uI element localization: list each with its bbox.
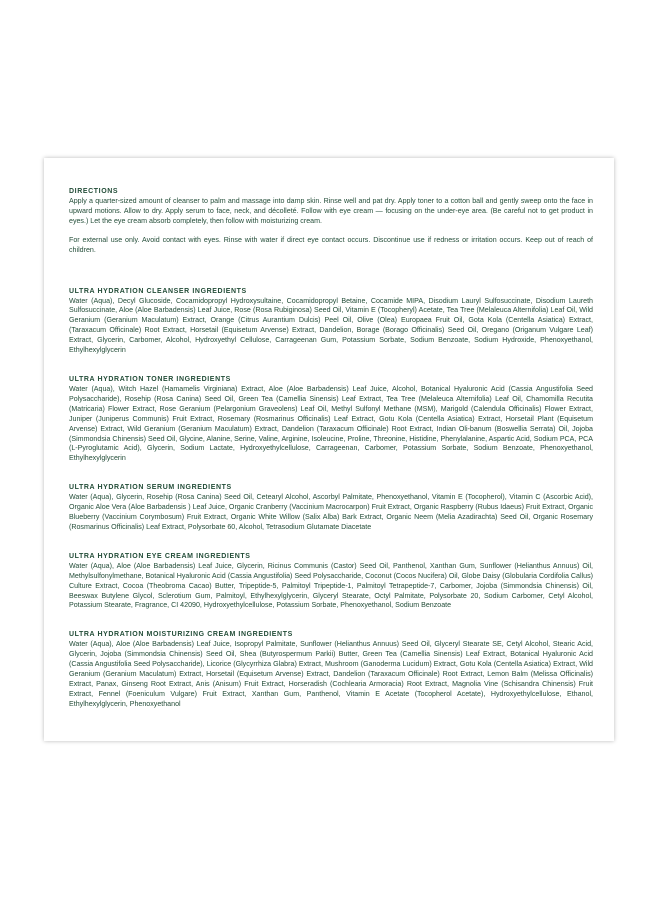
serum-ingredients-section <box>69 482 593 533</box>
toner-heading: ULTRA HYDRATION TONER INGREDIENTS <box>69 375 231 383</box>
warning-text: For external use only. Avoid contact with eyes. Rinse with water if direct eye contact occurs. Discontinue use if redness or irritation occurs. Keep out of reach of children. <box>69 235 593 254</box>
moisturizing-cream-heading: ULTRA HYDRATION MOISTURIZING CREAM INGREDIENTS <box>69 631 293 639</box>
serum-heading: ULTRA HYDRATION SERUM INGREDIENTS <box>69 484 232 492</box>
eye-cream-ingredients-section <box>69 551 593 612</box>
moisturizing-cream-ingredients-text: Water (Aqua), Aloe (Aloe Barbadensis) Leaf Juice, Isopropyl Palmitate, Sunflower (Helianthus Annuus) Seed Oil, Glyceryl Stearate SE, Cetyl Alcohol, Stearic Acid, Glycerin, Jojoba (Simmondsia Chinensis) Seed Oil, Shea (Butyrospermum Parkii) Butter, Green Tea (Camellia Sinensis) Leaf Extract, Botanical Hyaluronic Acid (Cassia Angustifolia Seed Polysaccharide), Licorice (Glycyrrhiza Glabra) Extract, Mushroom (Ganoderma Lucidum) Extract, Gotu Kola (Centella Asiatica) Extract, Wild Geranium (Geranium Maculatum) Extract, Horsetail (Equisetum Arvense) Extract, Dandelion (Taraxacum Officinale) Root Extract, Lemon Balm (Melissa Officinalis) Extract, Panax, Ginseng Root Extract, Anis (Anisum) Fruit Extract, Horseradish (Cochlearia Armoracia) Root Extract, Magnolia Vine (Schisandra Chinensis) Fruit Extract, Fennel (Foeniculum Vulgare) Fruit Extract, Xanthan Gum, Panthenol, Vitamin E Acetate (Tocopherol Acetate), Hydroxyethylcellulose, Ethanol, Ethylhexylglycerin, Phenoxyethanol <box>69 640 593 708</box>
cleanser-heading: ULTRA HYDRATION CLEANSER INGREDIENTS <box>69 287 247 295</box>
toner-ingredients-section <box>69 374 593 464</box>
toner-ingredients-text: Water (Aqua), Witch Hazel (Hamamelis Virginiana) Extract, Aloe (Aloe Barbadensis) Leaf Juice, Alcohol, Botanical Hyaluronic Acid (Cassia Angustifolia Seed Polysaccharide), Rosehip (Rosa Canina) Seed Oil, Green Tea (Camellia Sinensis) Leaf Extract, Tea Tree (Melaleuca Alternifolia) Leaf Oil, Chamomilla Recutita (Matricaria) Flower Extract, Rose Geranium (Pelargonium Graveolens) Leaf Oil, Methyl Sulfonyl Methane (MSM), Marigold (Calendula Officinalis) Flower Extract, Juniper (Juniperus Communis) Fruit Extract, Rosemary (Rosmarinus Officinalis) Leaf Extract, Gotu Kola (Centella Asiatica) Extract, Horsetail Plant (Equisetum Arvense) Extract, Wild Geranium (Geranium Maculatum) Extract, Dandelion (Taraxacum Officinale) Root Extract, Indian Oli-banum (Boswellia Serrata) Oil, Jojoba (Simmondsia Chinensis) Seed Oil, Glycine, Alanine, Serine, Valine, Arginine, Isoleucine, Proline, Threonine, Histidine, Phenylalanine, Aspartic Acid, Sodium PCA, PCA (L-Pyroglutamic Acid), Glycerin, Sodium Lactate, Hydroxyethylcellulose, Carrageenan, Carbomer, Potassium Sorbate, Sodium Benzoate, Phenoxyethanol, Ethylhexylglycerin <box>69 384 593 463</box>
cleanser-ingredients-section <box>69 286 593 356</box>
directions-heading: DIRECTIONS <box>69 188 119 195</box>
eye-cream-heading: ULTRA HYDRATION EYE CREAM INGREDIENTS <box>69 552 251 560</box>
serum-ingredients-text: Water (Aqua), Glycerin, Rosehip (Rosa Canina) Seed Oil, Cetearyl Alcohol, Ascorbyl Palmitate, Phenoxyethanol, Vitamin E (Tocopherol), Vitamin C (Ascorbic Acid), Organic Aloe Vera (Aloe Barbadensis ) Leaf Juice, Organic Cranberry (Vaccinium Macrocarpon) Fruit Extract, Organic Raspberry (Rubus Idaeus) Fruit Extract, Organic Blueberry (Vaccinium Corymbosum) Fruit Extract, Organic White Willow (Salix Alba) Bark Extract, Organic Neem (Melia Azadirachta) Seed Oil, Organic Rosemary (Rosmarinus Officinalis) Leaf Extract, Polysorbate 60, Alcohol, Tetrasodium Glutamate Diacetate <box>69 493 593 531</box>
directions-text: Apply a quarter-sized amount of cleanser to palm and massage into damp skin. Rinse well and pat dry. Apply toner to a cotton ball and gently sweep onto the face in upward motions. Allow to dry. Apply serum to face, neck, and décolleté. Follow with eye cream — focusing on the under-eye area. (Be careful not to get product in eyes.) Let the eye cream absorb completely, then follow with moisturizing cream. <box>69 197 593 225</box>
ingredients-card <box>44 158 614 741</box>
directions-section <box>69 186 593 256</box>
eye-cream-ingredients-text: Water (Aqua), Aloe (Aloe Barbadensis) Leaf Juice, Glycerin, Ricinus Communis (Castor) Seed Oil, Panthenol, Xanthan Gum, Sunflower (Helianthus Annuus) Oil, Methylsulfonylmethane, Botanical Hyaluronic Acid (Cassia Angustifolia) Seed Polysaccharide, Coconut (Cocos Nucifera) Oil, Globe Daisy (Globularia Cordifolia Callus) Culture Extract, Cocoa (Theobroma Cacao) Butter, Tripeptide-5, Palmitoyl Tripeptide-1, Palmitoyl Tetrapeptide-7, Carbomer, Jojoba (Simmondsia Chinensis) Oil, Beeswax Butylene Glycol, Sclerotium Gum, Palmitoyl, Ethylhexylglycerin, Glyceryl Stearate, Octyl Palmitate, Polysorbate 20, Sodium Carbomer, Cetyl Alcohol, Potassium Stearate, Fragrance, CI 42090, Hydroxyethylcellulose, Potassium Sorbate, Phenoxyethanol, Sodium Benzoate <box>69 561 593 610</box>
moisturizing-cream-ingredients-section <box>69 629 593 709</box>
cleanser-ingredients-text: Water (Aqua), Decyl Glucoside, Cocamidopropyl Hydroxysultaine, Cocamidopropyl Betaine, Cocamide MIPA, Disodium Lauryl Sulfosuccinate, Disodium Laureth Sulfosuccinate, Aloe (Aloe Barbadensis) Leaf Juice, Rose (Rosa Rubiginosa) Seed Oil, Vitamin E (Tocopheryl) Acetate, Tea Tree (Melaleuca Alternifolia) Leaf Oil, Wild Geranium (Geranium Maculatum) Extract, Orange (Citrus Aurantium Dulcis) Peel Oil, Olive (Olea) Europaea Fruit Oil, Gota Kola (Centella Asiatica) Extract, (Taraxacum Officinale) Root Extract, Horsetail (Equisetum Arvense) Extract, Dandelion, Borage (Borago Officinalis) Seed Oil, Oregano (Origanum Vulgare Leaf) Extract, Glycerin, Carbomer, Alcohol, Hydroxyethyl Cellulose, Carrageenan Gum, Potassium Sorbate, Sodium Benzoate, Sodium Hydroxide, Phenoxyethanol, Ethylhexylglycerin <box>69 296 593 355</box>
